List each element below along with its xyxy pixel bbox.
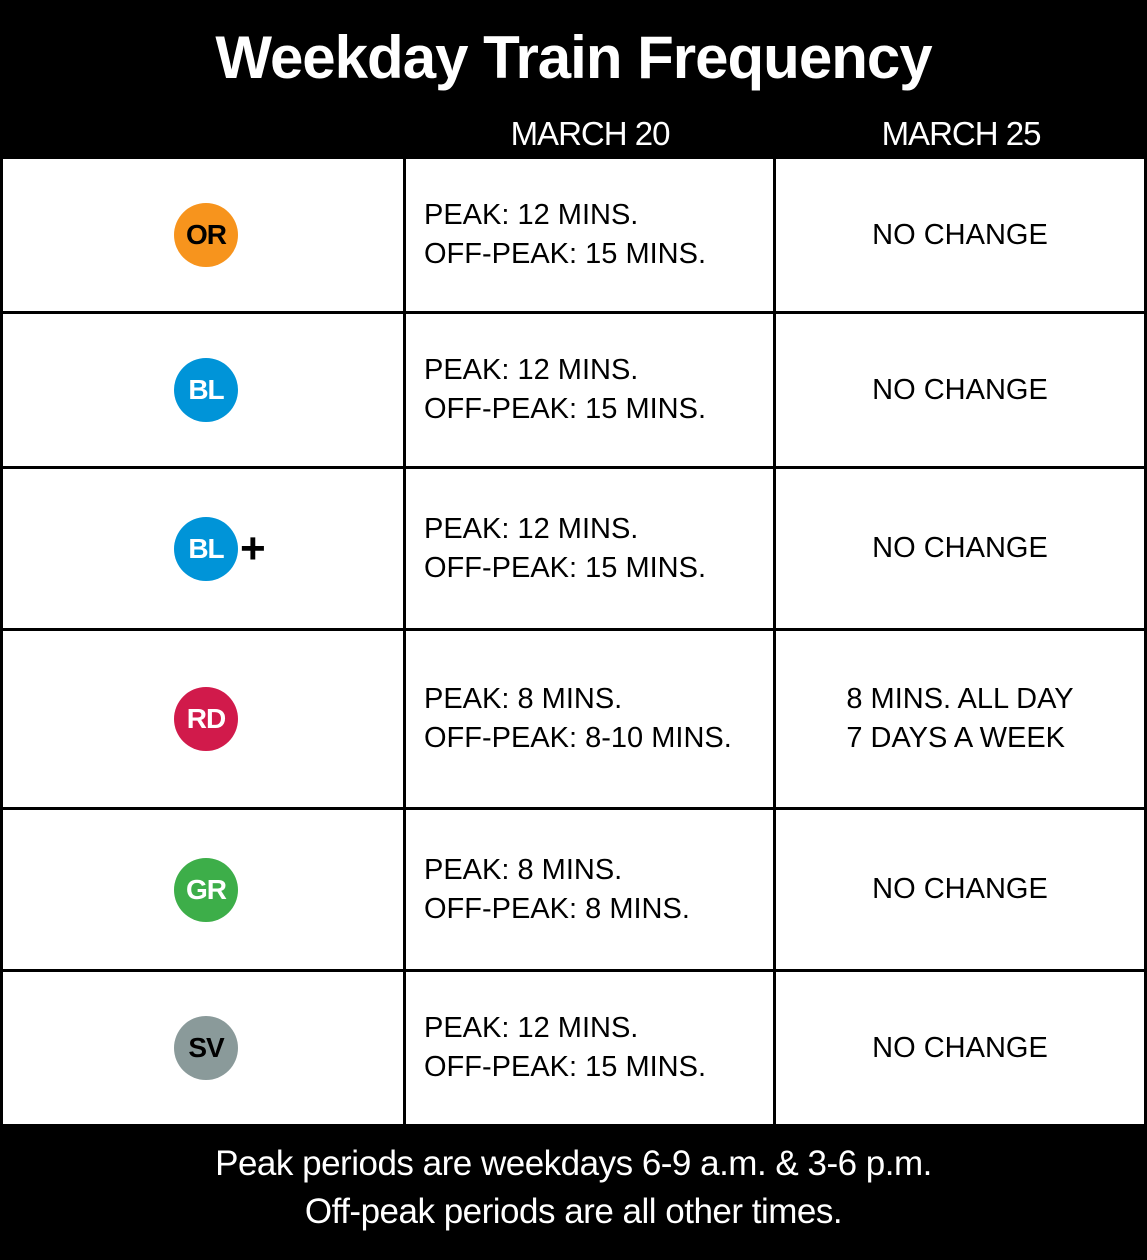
march-20-cell (403, 972, 773, 1124)
line-badge-bl-plus: BL (174, 517, 238, 581)
plus-icon: + (240, 523, 266, 573)
march-20-frequency: PEAK: 12 MINS. OFF-PEAK: 15 MINS. (424, 1012, 706, 1083)
march-25-cell (773, 314, 1147, 466)
march-25-frequency: NO CHANGE (872, 1031, 1048, 1064)
march-25-cell (773, 159, 1147, 311)
line-badge-sv: SV (174, 1016, 238, 1080)
march-25-cell (773, 469, 1147, 628)
table-row-sv (0, 969, 1147, 1124)
march-25-cell (773, 972, 1147, 1124)
march-20-frequency: PEAK: 12 MINS. OFF-PEAK: 15 MINS. (424, 354, 706, 425)
line-badge-bl: BL (174, 358, 238, 422)
line-badge-gr: GR (174, 858, 238, 922)
march-20-frequency: PEAK: 12 MINS. OFF-PEAK: 15 MINS. (424, 199, 706, 270)
line-cell (0, 631, 403, 807)
line-badge-rd: RD (174, 687, 238, 751)
march-20-cell (403, 314, 773, 466)
line-badge-or: OR (174, 203, 238, 267)
march-25-frequency: NO CHANGE (872, 532, 1048, 564)
march-25-cell (773, 631, 1147, 807)
line-cell (0, 314, 403, 466)
table-row-or (0, 156, 1147, 311)
march-25-frequency: NO CHANGE (872, 218, 1048, 251)
march-25-frequency: NO CHANGE (872, 873, 1048, 905)
table-row-bl-plus (0, 466, 1147, 628)
line-cell (0, 972, 403, 1124)
column-header-march-20: MARCH 20 (510, 115, 670, 152)
march-20-frequency: PEAK: 12 MINS. OFF-PEAK: 15 MINS. (424, 512, 706, 584)
march-20-frequency: PEAK: 8 MINS. OFF-PEAK: 8 MINS. (424, 853, 690, 925)
table-row-bl (0, 311, 1147, 466)
march-20-cell (403, 469, 773, 628)
footer-line-offpeak: Off-peak periods are all other times. (304, 1192, 843, 1231)
march-25-cell (773, 810, 1147, 969)
page-title: Weekday Train Frequency (215, 24, 932, 91)
line-cell (0, 469, 403, 628)
footer-line-peak: Peak periods are weekdays 6-9 a.m. & 3-6 p.m. (215, 1144, 932, 1183)
march-20-cell (403, 631, 773, 807)
table-row-gr (0, 807, 1147, 969)
column-header-march-25: MARCH 25 (881, 115, 1041, 152)
line-cell (0, 810, 403, 969)
line-cell (0, 159, 403, 311)
march-20-frequency: PEAK: 8 MINS. OFF-PEAK: 8-10 MINS. (424, 683, 732, 754)
march-25-frequency: NO CHANGE (872, 373, 1048, 406)
footer-note (0, 1140, 1147, 1236)
table-row-rd (0, 628, 1147, 807)
march-20-cell (403, 159, 773, 311)
march-25-frequency: 8 MINS. ALL DAY 7 DAYS A WEEK (846, 683, 1074, 754)
march-20-cell (403, 810, 773, 969)
frequency-table (0, 156, 1147, 1124)
